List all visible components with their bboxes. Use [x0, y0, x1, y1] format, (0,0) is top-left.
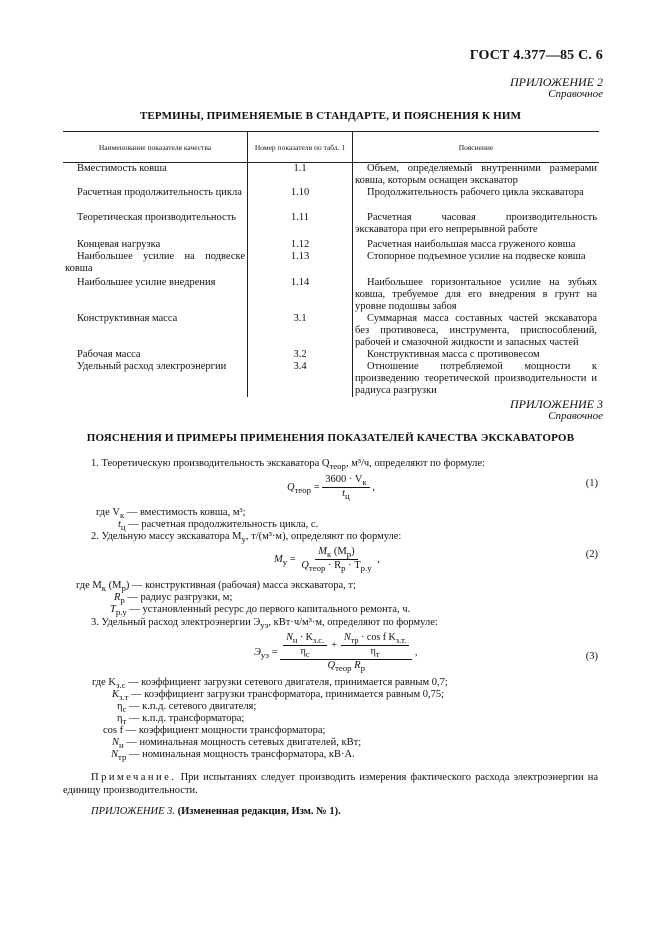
row-num: 1.1 — [248, 163, 353, 188]
where-2a: где $M_к$ $(M_р)$ — конструктивная (рабочая) масса экскаватора, т; — [76, 580, 356, 594]
item-2-text: 2. Удельную массу экскаватора $M_у$, т/(м³·м), определяют по формуле: — [91, 531, 402, 545]
appendix-3-label — [510, 398, 603, 422]
row-name: Концевая нагрузка — [77, 239, 161, 250]
row-name: Наибольшее усилие внедрения — [77, 277, 216, 288]
row-num: 1.12 — [248, 239, 353, 251]
table-row — [63, 251, 599, 277]
where-2b: $R_р$ — радиус разгрузки, м; — [114, 592, 233, 606]
where-3d: $\eta_т$ — к.п.д. трансформатора; — [117, 713, 245, 727]
formula-3-number: (3) — [585, 651, 598, 662]
row-desc: Стопорное подъемное усилие на подвеске ковша — [367, 251, 586, 262]
row-num: 1.13 — [248, 251, 353, 277]
table-row — [63, 313, 599, 349]
section-title: ПОЯСНЕНИЯ И ПРИМЕРЫ ПРИМЕНЕНИЯ ПОКАЗАТЕЛЕЙ КАЧЕСТВА ЭКСКАВАТОРОВ — [86, 432, 575, 444]
col-header-num: Номер показателя по табл. 1 — [248, 132, 353, 163]
table-row — [63, 277, 599, 313]
table-row — [63, 212, 599, 239]
where-3b: $K_{з.т}$ — коэффициент загрузки трансформатора, принимается равным 0,75; — [112, 689, 445, 703]
table-header-row — [63, 132, 599, 163]
terms-table — [63, 131, 599, 397]
table-row — [63, 163, 599, 188]
table-row — [63, 349, 599, 361]
appendix-2-label — [510, 76, 603, 100]
row-desc: Отношение потребляемой мощности к произведению теоретической производительности и радиуса разгрузки — [355, 361, 597, 396]
row-name: Удельный расход электроэнергии — [77, 361, 227, 372]
footer-label: ПРИЛОЖЕНИЕ 3. — [91, 806, 175, 817]
row-num: 1.11 — [248, 212, 353, 239]
row-num: 3.4 — [248, 361, 353, 397]
page-header: ГОСТ 4.377—85 С. 6 — [469, 48, 603, 63]
table-row — [63, 361, 599, 397]
appendix-3-sub: Справочное — [548, 410, 603, 422]
row-num: 1.10 — [248, 187, 353, 212]
col-header-desc: Пояснение — [353, 132, 600, 163]
row-desc: Расчетная наибольшая масса груженого ковша — [367, 239, 576, 250]
item-3-text: 3. Удельный расход электроэнергии $Э_{уэ}$, кВт·ч/м³·м, определяют по формуле: — [91, 617, 438, 631]
appendix-3-title: ПРИЛОЖЕНИЕ 3 — [510, 397, 603, 411]
table-title: ТЕРМИНЫ, ПРИМЕНЯЕМЫЕ В СТАНДАРТЕ, И ПОЯСНЕНИЯ К НИМ — [139, 110, 522, 122]
formula-3: $Э_{уэ}$ = $\frac{N_н \cdot K_{з.с.}}{\eta_с}$ + $\frac{N_{тр} \cdot \cos f K_{з.т.}}{\eta_т}$ $Q_{теор}$ $R_р$ , — [254, 632, 418, 674]
where-3c: $\eta_с$ — к.п.д. сетевого двигателя; — [117, 701, 257, 715]
where-2c: $T_{р.у}$ — установленный ресурс до первого капитального ремонта, ч. — [110, 604, 411, 618]
note-label: Примечание. — [91, 772, 177, 783]
where-3f: $N_н$ — номинальная мощность сетевых двигателей, кВт; — [112, 737, 362, 751]
row-desc: Расчетная часовая производительность экскаватора при его непрерывной работе — [355, 212, 597, 235]
note-text: При испытаниях следует производить измерения фактического расхода электроэнергии на единицу производительности. — [63, 772, 598, 796]
table-row — [63, 187, 599, 212]
appendix-2-title: ПРИЛОЖЕНИЕ 2 — [510, 75, 603, 89]
where-3e: cos f — коэффициент мощности трансформатора; — [103, 725, 326, 736]
footer-amendment — [91, 806, 341, 818]
where-3g: $N_{тр}$ — номинальная мощность трансформатора, кВ·А. — [111, 749, 355, 763]
where-1a: где $V_к$ — вместимость ковша, м³; — [96, 507, 246, 521]
row-num: 1.14 — [248, 277, 353, 313]
row-name: Расчетная продолжительность цикла — [77, 187, 242, 198]
col-header-name: Наименование показателя качества — [63, 132, 248, 163]
row-desc: Продолжительность рабочего цикла экскаватора — [367, 187, 584, 198]
row-name: Теоретическая производительность — [77, 212, 237, 223]
row-desc: Наибольшее горизонтальное усилие на зубьях ковша, требуемое для его внедрения в грунт на уровне подошвы забоя — [355, 277, 597, 312]
formula-1-number: (1) — [585, 478, 598, 489]
row-name: Вместимость ковша — [77, 163, 167, 174]
row-name: Рабочая масса — [77, 349, 141, 360]
item-1-text: 1. Теоретическую производительность экскаватора $Q_{теор}$, м³/ч, определяют по формуле: — [91, 458, 485, 472]
row-name: Конструктивная масса — [77, 313, 178, 324]
footer-text: (Измененная редакция, Изм. № 1). — [175, 806, 341, 817]
row-name: Наибольшее усилие на подвеске ковша — [65, 251, 245, 274]
table-row — [63, 239, 599, 251]
where-3a: где $K_{з.с}$ — коэффициент загрузки сетевого двигателя, принимается равным 0,7; — [92, 677, 448, 691]
row-desc: Конструктивная масса с противовесом — [367, 349, 540, 360]
formula-2-number: (2) — [585, 549, 598, 560]
row-num: 3.2 — [248, 349, 353, 361]
note — [63, 771, 598, 797]
row-desc: Суммарная масса составных частей экскаватора без противовеса, инструмента, приспособлений, рабочей и смазочной жидкости и запасных частей — [355, 313, 597, 348]
formula-1: $Q_{теор}$ = $\frac{3600 \cdot V_к}{t_ц}$ , — [287, 474, 375, 502]
appendix-2-sub: Справочное — [548, 88, 603, 100]
where-1b: $t_ц$ — расчетная продолжительность цикла, с. — [118, 519, 319, 533]
row-desc: Объем, определяемый внутренними размерами ковша, которым оснащен экскаватор — [355, 163, 597, 186]
formula-2: $M_у$ = $\frac{M_к (M_р)}{Q_{теор} \cdot R_р \cdot T_{р.у}}$ , — [274, 546, 380, 574]
row-num: 3.1 — [248, 313, 353, 349]
